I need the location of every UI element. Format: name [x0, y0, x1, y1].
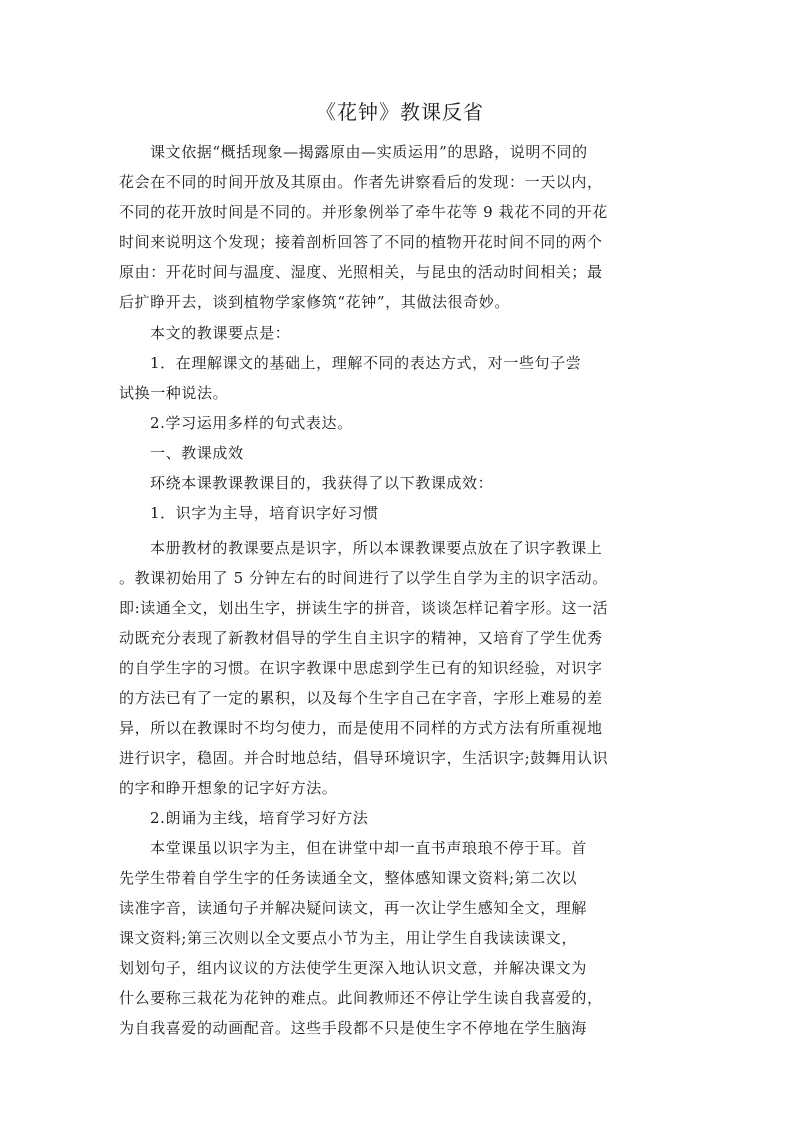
paragraph-line: 的方法已有了一定的累积，以及每个生字自己在字音，字形上难易的差 [119, 689, 603, 707]
paragraph-line: 课文资料;第三次则以全文要点小节为主，用让学生自我读读课文， [119, 929, 578, 947]
section-heading: 一、教课成效 [150, 444, 244, 462]
paragraph-line: 。教课初始用了 5 分钟左右的时间进行了以学生自学为主的识字活动。 [119, 569, 608, 587]
paragraph-line: 进行识字，稳固。并合时地总结，倡导环境识字，生活识字;鼓舞用认识 [119, 749, 609, 767]
paragraph-line: 即:读通全文，划出生字，拼读生字的拼音，谈谈怎样记着字形。这一活 [119, 599, 609, 617]
paragraph-line: 动既充分表现了新教材倡导的学生自主识字的精神，又培育了学生优秀 [119, 629, 603, 647]
paragraph-line: 试换一种说法。 [119, 384, 229, 402]
paragraph-line: 花会在不同的时间开放及其原由。作者先讲察看后的发现：一天以内， [119, 173, 603, 191]
paragraph-line: 本文的教课要点是： [150, 324, 291, 342]
document-title: 《花钟》教课反省 [316, 100, 484, 124]
paragraph-line: 异，所以在教课时不均匀使力，而是使用不同样的方式方法有所重视地 [119, 719, 603, 737]
paragraph-line: 什么要称三栽花为花钟的难点。此间教师还不停让学生读自我喜爱的， [119, 989, 603, 1007]
paragraph-line: 环绕本课教课教课目的，我获得了以下教课成效： [150, 474, 494, 492]
paragraph-line: 不同的花开放时间是不同的。并形象例举了牵牛花等 9 栽花不同的开花 [119, 203, 608, 221]
section-heading: 2.学习运用多样的句式表达。 [150, 414, 353, 432]
paragraph-line: 本堂课虽以识字为主，但在讲堂中却一直书声琅琅不停于耳。首 [150, 839, 587, 857]
paragraph-line: 时间来说明这个发现；接着剖析回答了不同的植物开花时间不同的两个 [119, 233, 603, 251]
paragraph-line: 本册教材的教课要点是识字，所以本课教课要点放在了识字教课上 [150, 539, 603, 557]
paragraph-line: 划划句子，组内议议的方法使学生更深入地认识文意，并解决课文为 [119, 959, 588, 977]
section-heading: 1．识字为主导，培育识字好习惯 [150, 504, 379, 522]
paragraph-line: 的字和睁开想象的记字好方法。 [119, 779, 338, 797]
paragraph-line: 后扩睁开去，谈到植物学家修筑“花钟”，其做法很奇妙。 [119, 293, 510, 311]
section-heading: 2.朗诵为主线，培育学习好方法 [150, 809, 369, 827]
paragraph-line: 原由：开花时间与温度、湿度、光照相关，与昆虫的活动时间相关；最 [119, 263, 603, 281]
paragraph-line: 为自我喜爱的动画配音。这些手段都不只是使生字不停地在学生脑海 [119, 1019, 588, 1037]
paragraph-line: 的自学生字的习惯。在识字教课中思虑到学生已有的知识经验，对识字 [119, 659, 603, 677]
paragraph-line: 课文依据“概括现象—揭露原由—实质运用”的思路，说明不同的 [150, 143, 588, 161]
paragraph-line: 1．在理解课文的基础上，理解不同的表达方式，对一些句子尝 [150, 354, 582, 372]
paragraph-line: 读准字音，读通句子并解决疑问读文，再一次让学生感知全文，理解 [119, 899, 588, 917]
paragraph-line: 先学生带着自学生字的任务读通全文，整体感知课文资料;第二次以 [119, 869, 578, 887]
